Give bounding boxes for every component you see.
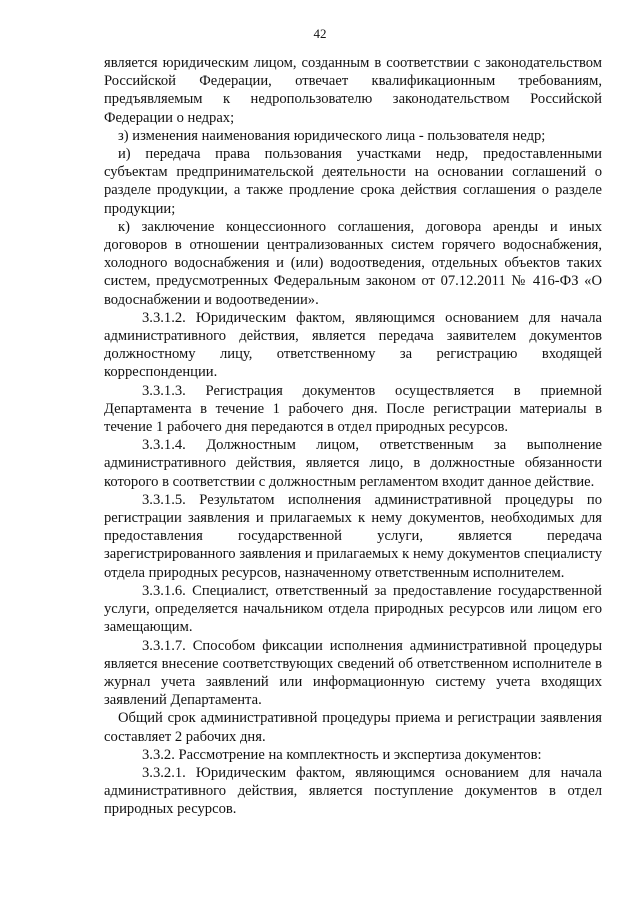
clause-3-3-1-6: 3.3.1.6. Специалист, ответственный за предоставление государственной услуги, определяется начальником отдела природных ресурсов или лицом его замещающим. — [104, 582, 602, 636]
list-item-k: к) заключение концессионного соглашения, договора аренды и иных договоров в отношении централизованных систем горячего водоснабжения, холодного водоснабжения и (или) водоотведения, отдельных объектов таких систем, предусмотренных Федеральным законом от 07.12.2011 № 416-ФЗ «О водоснабжении и водоотведении». — [104, 218, 602, 308]
list-item-z: з) изменения наименования юридического лица - пользователя недр; — [118, 127, 546, 144]
document-body — [104, 54, 602, 819]
paragraph-continuation: является юридическим лицом, созданным в соответствии с законодательством Российской Федерации, отвечает квалификационным требованиям, предъявляемым к недропользователю законодательством Российской Федерации о недрах; — [104, 55, 602, 126]
clause-3-3-2: 3.3.2. Рассмотрение на комплектность и экспертиза документов: — [142, 746, 542, 763]
clause-3-3-1-7: 3.3.1.7. Способом фиксации исполнения административной процедуры является внесение соответствующих сведений об ответственном исполнителе в журнал учета заявлений или информационную систему учета входящих заявлений Департамента. — [104, 637, 602, 709]
page-number: 42 — [313, 26, 327, 41]
clause-3-3-1-4: 3.3.1.4. Должностным лицом, ответственным за выполнение административного действия, является лицо, в должностные обязанности которого в соответствии с должностным регламентом входит данное действие. — [104, 437, 602, 490]
clause-3-3-1-5: 3.3.1.5. Результатом исполнения административной процедуры по регистрации заявления и прилагаемых к нему документов, необходимых для предоставления государственной услуги, является передача зарегистрированного заявления и прилагаемых к нему документов специалисту отдела природных ресурсов, назначенному ответственным исполнителем. — [104, 491, 602, 581]
clause-3-3-1-2: 3.3.1.2. Юридическим фактом, являющимся основанием для начала административного действия, является передача заявителем документов должностному лицу, ответственному за регистрацию входящей корреспонденции. — [104, 309, 602, 381]
clause-3-3-2-1: 3.3.2.1. Юридическим фактом, являющимся основанием для начала административного действия, является поступление документов в отдел природных ресурсов. — [104, 764, 602, 818]
clause-3-3-1-3: 3.3.1.3. Регистрация документов осуществляется в приемной Департамента в течение 1 рабочего дня. После регистрации материалы в течение 1 рабочего дня передаются в отдел природных ресурсов. — [104, 382, 602, 436]
list-item-i: и) передача права пользования участками недр, предоставленными субъектам предпринимательской деятельности на основании соглашений о разделе продукции, а также продление срока действия соглашения о разделе продукции; — [104, 146, 602, 217]
total-term-paragraph: Общий срок административной процедуры приема и регистрации заявления составляет 2 рабочих дня. — [104, 710, 602, 745]
